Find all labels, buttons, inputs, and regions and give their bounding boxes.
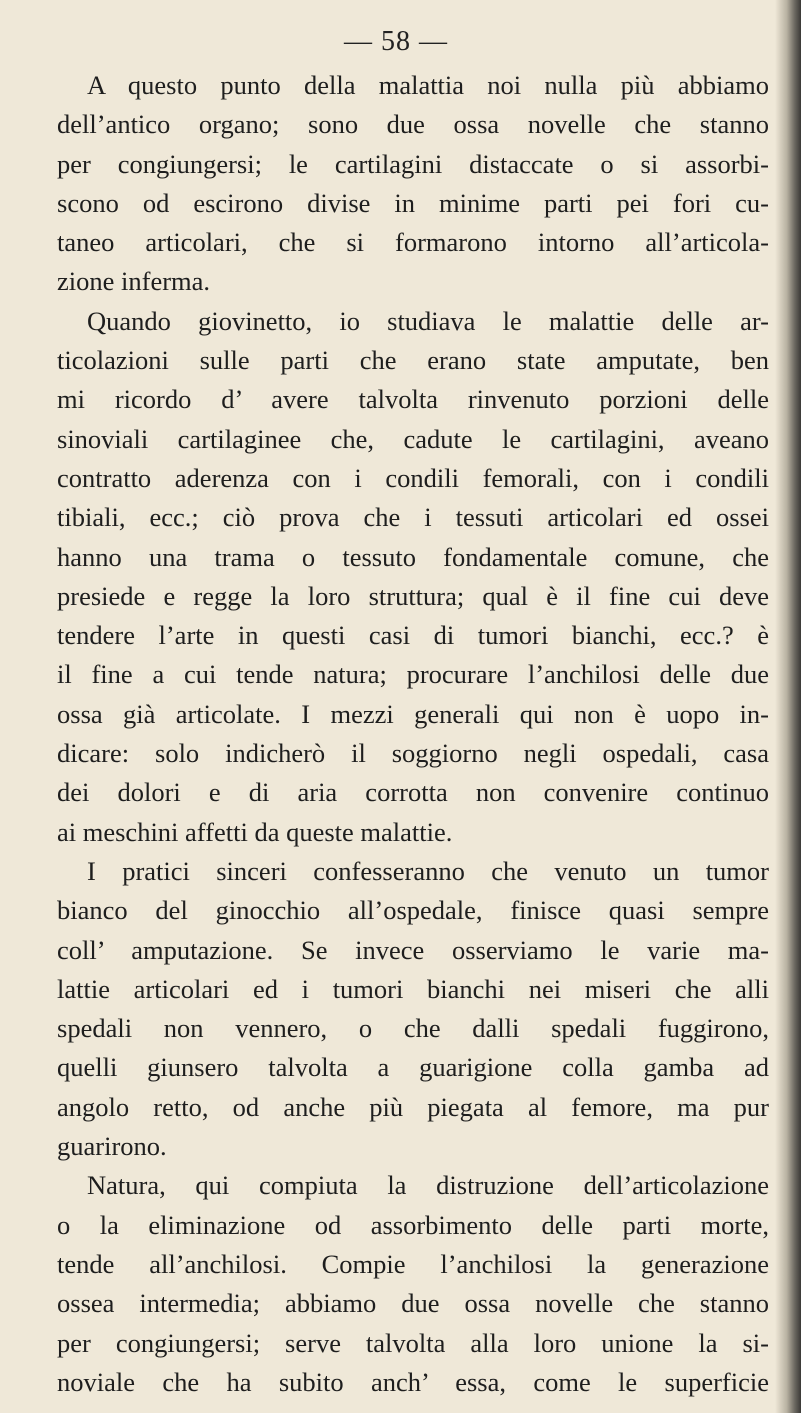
text-line: per congiungersi; serve talvolta alla loro unione la si-	[57, 1327, 769, 1358]
text-line: ossea intermedia; abbiamo due ossa novelle che stanno	[57, 1288, 769, 1319]
text-line: il fine a cui tende natura; procurare l’anchilosi delle due	[57, 659, 769, 690]
text-line: presiede e regge la loro struttura; qual è il fine cui deve	[57, 580, 769, 611]
page-edge-shadow	[775, 0, 801, 1413]
text-line: dei dolori e di aria corrotta non convenire continuo	[57, 777, 769, 808]
text-line: mi ricordo d’ avere talvolta rinvenuto porzioni delle	[57, 384, 769, 415]
text-line: bianco del ginocchio all’ospedale, finisce quasi sempre	[57, 895, 769, 926]
text-line: quelli giunsero talvolta a guarigione colla gamba ad	[57, 1052, 769, 1083]
text-line: ticolazioni sulle parti che erano state amputate, ben	[57, 345, 769, 376]
text-line: dell’antico organo; sono due ossa novelle che stanno	[57, 109, 769, 140]
text-line: contratto aderenza con i condili femorali, con i condili	[57, 462, 769, 493]
text-line: tendere l’arte in questi casi di tumori bianchi, ecc.? è	[57, 620, 769, 651]
text-line: tibiali, ecc.; ciò prova che i tessuti articolari ed ossei	[57, 502, 769, 533]
page-number: — 58 —	[344, 26, 448, 57]
text-line: sinoviali cartilaginee che, cadute le cartilagini, aveano	[57, 423, 769, 454]
text-line: per congiungersi; le cartilagini distaccate o si assorbi-	[57, 148, 769, 179]
text-line: ossa già articolate. I mezzi generali qui non è uopo in-	[57, 698, 769, 729]
text-line: guarirono.	[57, 1131, 167, 1162]
text-line: lattie articolari ed i tumori bianchi nei miseri che alli	[57, 973, 769, 1004]
body-text	[57, 66, 769, 1402]
text-line: scono od escirono divise in minime parti pei fori cu-	[57, 187, 769, 218]
text-line: o la eliminazione od assorbimento delle parti morte,	[57, 1209, 769, 1240]
text-line: hanno una trama o tessuto fondamentale comune, che	[57, 541, 769, 572]
text-line: Quando giovinetto, io studiava le malattie delle ar-	[87, 305, 769, 336]
text-line: noviale che ha subito anch’ essa, come le superficie	[57, 1366, 769, 1397]
text-line: taneo articolari, che si formarono intorno all’articola-	[57, 227, 769, 258]
text-line: zione inferma.	[57, 266, 211, 297]
text-line: spedali non vennero, o che dalli spedali fuggirono,	[57, 1013, 769, 1044]
text-line: angolo retto, od anche più piegata al femore, ma pur	[57, 1091, 769, 1122]
text-line: tende all’anchilosi. Compie l’anchilosi la generazione	[57, 1248, 769, 1279]
text-line: I pratici sinceri confesseranno che venuto un tumor	[87, 855, 769, 886]
text-line: A questo punto della malattia noi nulla più abbiamo	[87, 70, 769, 100]
text-line: ai meschini affetti da queste malattie.	[57, 816, 453, 847]
text-line: Natura, qui compiuta la distruzione dell’articolazione	[87, 1170, 769, 1201]
text-line: coll’ amputazione. Se invece osserviamo le varie ma-	[57, 934, 769, 965]
text-line: dicare: solo indicherò il soggiorno negli ospedali, casa	[57, 738, 769, 769]
